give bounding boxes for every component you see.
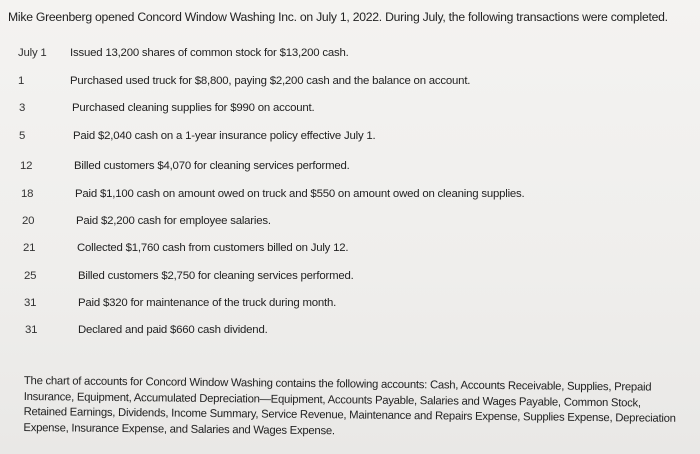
transaction-date: July 1: [18, 47, 47, 59]
transaction-date: 18: [21, 188, 34, 200]
chart-of-accounts-line: Expense, Insurance Expense, and Salaries and Wages Expense.: [23, 421, 335, 437]
transaction-description: Paid $2,040 cash on a 1-year insurance policy effective July 1.: [73, 130, 376, 142]
transaction-description: Billed customers $4,070 for cleaning services performed.: [74, 160, 350, 172]
transaction-date: 20: [22, 215, 35, 227]
transaction-description: Purchased cleaning supplies for $990 on account.: [72, 102, 315, 114]
transaction-date: 1: [18, 75, 25, 87]
transaction-description: Paid $2,200 cash for employee salaries.: [76, 215, 271, 227]
transaction-description: Issued 13,200 shares of common stock for $13,200 cash.: [70, 47, 349, 59]
chart-of-accounts-line: Insurance, Equipment, Accumulated Depreciation—Equipment, Accounts Payable, Salaries and Wages Payable, Common Stock,: [23, 390, 641, 409]
transaction-date: 12: [20, 160, 33, 172]
transaction-description: Paid $320 for maintenance of the truck during month.: [78, 297, 337, 309]
transaction-description: Declared and paid $660 cash dividend.: [78, 324, 268, 336]
transaction-date: 21: [23, 242, 36, 254]
transaction-date: 31: [25, 324, 38, 336]
chart-of-accounts-line: Retained Earnings, Dividends, Income Summary, Service Revenue, Maintenance and Repairs Expense, Supplies Expense, Depreciation: [23, 405, 676, 425]
transaction-date: 25: [24, 270, 37, 282]
transaction-description: Collected $1,760 cash from customers billed on July 12.: [77, 242, 349, 254]
transaction-description: Paid $1,100 cash on amount owed on truck and $550 on amount owed on cleaning supplies.: [75, 188, 525, 200]
chart-of-accounts-paragraph: [23, 374, 692, 443]
transaction-date: 31: [24, 297, 37, 309]
transaction-description: Purchased used truck for $8,800, paying $2,200 cash and the balance on account.: [70, 75, 471, 87]
intro-paragraph: Mike Greenberg opened Concord Window Washing Inc. on July 1, 2022. During July, the following transactions were completed.: [8, 10, 668, 24]
transaction-date: 5: [19, 130, 26, 142]
chart-of-accounts-line: The chart of accounts for Concord Window Washing contains the following accounts: Cash, Accounts Receivable, Supplies, Prepaid: [23, 374, 652, 394]
transaction-description: Billed customers $2,750 for cleaning services performed.: [78, 270, 354, 282]
transaction-date: 3: [19, 102, 26, 114]
